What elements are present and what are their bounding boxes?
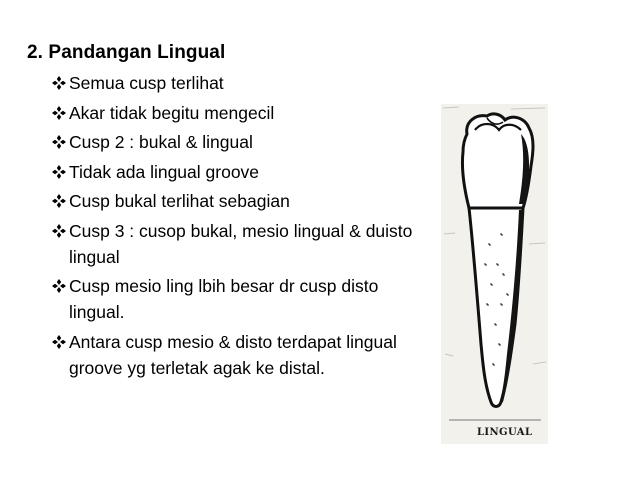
- list-item: [52, 129, 422, 155]
- four-diamond-bullet-icon: [52, 218, 69, 244]
- four-diamond-bullet-icon: [52, 188, 69, 214]
- bullet-text: Cusp 3 : cusop bukal, mesio lingual & duisto lingual: [69, 220, 413, 267]
- bullet-text: Cusp bukal terlihat sebagian: [69, 191, 290, 211]
- list-item: [52, 100, 422, 126]
- bullet-text: Cusp mesio ling lbih besar dr cusp disto lingual.: [69, 276, 379, 322]
- four-diamond-bullet-icon: [52, 70, 69, 96]
- bullet-text: Antara cusp mesio & disto terdapat lingual groove yg terletak agak ke distal.: [69, 331, 397, 378]
- bullet-text: Semua cusp terlihat: [69, 73, 224, 93]
- list-item: [52, 273, 422, 325]
- tooth-lingual-figure: [441, 104, 548, 444]
- four-diamond-bullet-icon: [52, 273, 69, 299]
- four-diamond-bullet-icon: [52, 129, 69, 155]
- list-item: [52, 218, 422, 270]
- list-item: [52, 159, 422, 185]
- figure-caption: LINGUAL: [477, 427, 533, 438]
- slide-heading: 2. Pandangan Lingual: [27, 42, 226, 63]
- list-item: [52, 188, 422, 214]
- bullet-text: Cusp 2 : bukal & lingual: [69, 132, 253, 152]
- list-item: [52, 70, 422, 96]
- bullet-text: Akar tidak begitu mengecil: [69, 102, 275, 123]
- four-diamond-bullet-icon: [52, 159, 69, 185]
- tooth-drawing: [441, 104, 548, 444]
- four-diamond-bullet-icon: [52, 329, 69, 355]
- four-diamond-bullet-icon: [52, 100, 69, 126]
- bullet-list: [52, 70, 422, 384]
- list-item: [52, 329, 422, 381]
- bullet-text: Tidak ada lingual groove: [69, 161, 260, 182]
